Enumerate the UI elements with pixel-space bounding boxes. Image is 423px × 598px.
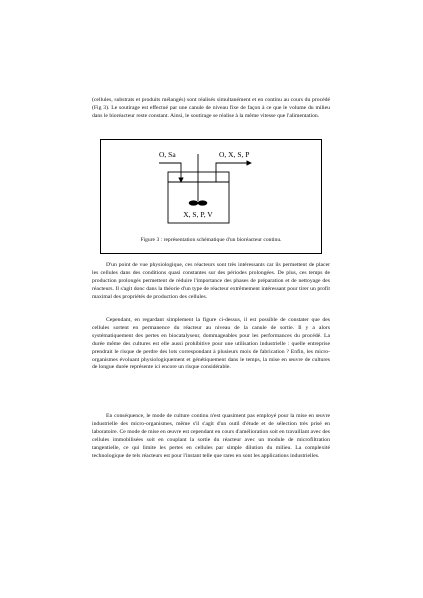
- outlet-arrow: [216, 163, 251, 182]
- inlet-label: O, Sa: [159, 150, 176, 159]
- reactor-content-label: X, S, P, V: [183, 210, 213, 219]
- figure-caption: Figure 3 : représentation schématique d'un bioréacteur continu.: [140, 237, 282, 243]
- paragraph-drawbacks: Cependant, en regardant simplement la figure ci-dessus, il est possible de constater que des cellules sortent en permanence du réacteur au niveau de la canule de sortie. Il y a alors systématiquement des pertes en biocatalyseur, dommageables pour les performances du procédé. La durée même des cultures est elle aussi prohibitive pour une utilisation industrielle : quelle entreprise prendrait le risque de perdre des lots correspondant à plusieurs mois de fabrication ? Enfin, les micro-organismes évoluant physiologiquement et génétiquement dans le temps, la mise en œuvre de cultures de longue durée représente ici encore un risque considérable.: [92, 317, 330, 371]
- figure-3: [100, 139, 322, 254]
- impeller-blade-left: [189, 200, 199, 205]
- impeller-blade-right: [198, 200, 208, 205]
- paragraph-intro: (cellules, substrats et produits mélangés) sont réalisés simultanément et en continu au cours du procédé (Fig 3). Le soutirage est effectué par une canule de niveau fixe de façon à ce que le volume du milieu dans le bioréacteur reste constant. Ainsi, le soutirage se réalise à la même vitesse que l'alimentation.: [92, 97, 330, 119]
- paragraph-physiology: D'un point de vue physiologique, ces réacteurs sont très intéressants car ils permettent de placer les cellules dans des conditions quasi constantes sur des périodes prolongées. De plus, ces temps de production prolongés permettent de réduire l'importance des phases de préparation et de nettoyage des réacteurs. Il s'agit donc dans la théorie d'un type de réacteur extrêmement intéressant pour tirer un profit maximal des propriétés de production des cellules.: [92, 262, 330, 300]
- outlet-label: O, X, S, P: [219, 150, 250, 159]
- inlet-arrow: [159, 163, 181, 182]
- paragraph-consequences: En conséquence, le mode de culture continu n'est quasiment pas employé pour la mise en œuvre industrielle des micro-organismes, même s'il s'agit d'un outil d'étude et de sélection très prisé en laboratoire. Ce mode de mise en œuvre est cependant en cours d'amélioration soit en travaillant avec des cellules immobilisées soit en couplant la sortie du réacteur avec un module de microfiltration tangentielle, ce qui limite les pertes en cellules par simple dilution du milieu. La complexité technologique de tels réacteurs est pour l'instant telle que rares en sont les applications industrielles.: [92, 413, 330, 459]
